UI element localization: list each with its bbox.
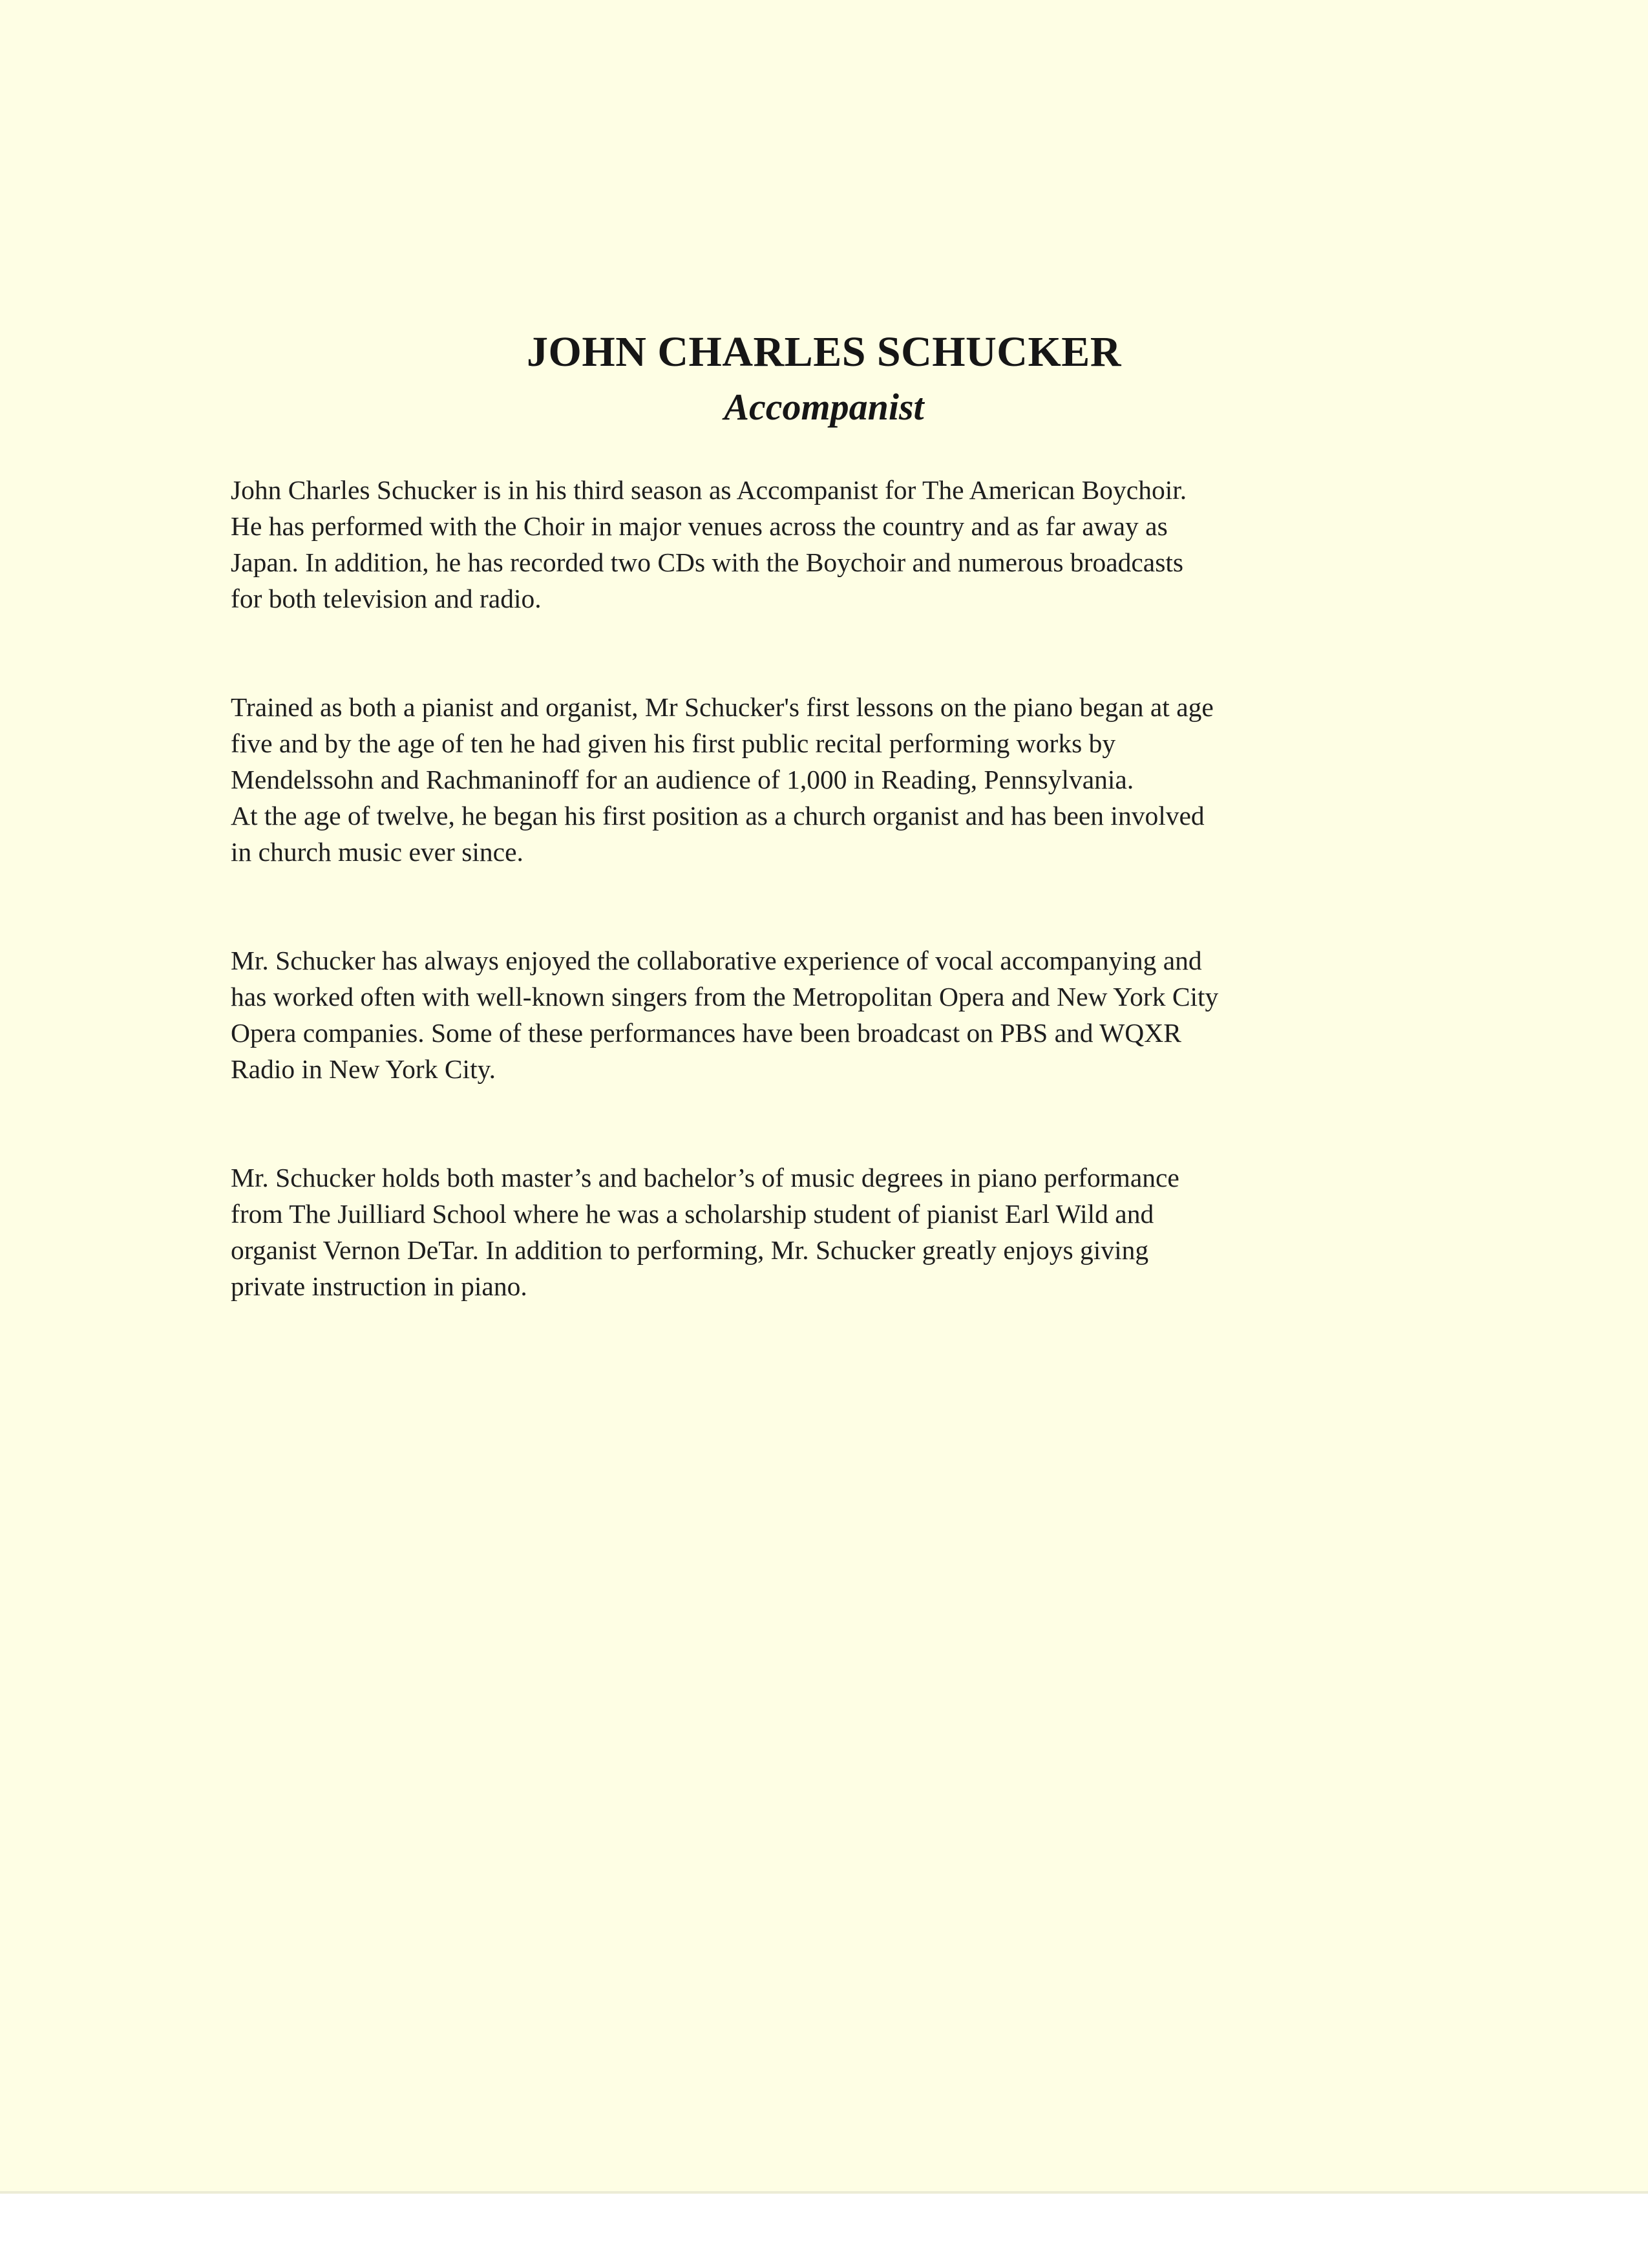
text-line: Mr. Schucker holds both master’s and bachelor’s of music degrees in piano performance <box>231 1163 1179 1192</box>
text-line: for both television and radio. <box>231 584 542 613</box>
text-line: in church music ever since. <box>231 837 523 867</box>
paragraph-training <box>231 689 1400 870</box>
text-line: Opera companies. Some of these performances have been broadcast on PBS and WQXR <box>231 1018 1181 1048</box>
page-subtitle: Accompanist <box>724 386 924 428</box>
text-line: John Charles Schucker is in his third season as Accompanist for The American Boychoir. <box>231 475 1187 505</box>
paragraph-season <box>231 472 1400 617</box>
text-line: At the age of twelve, he began his first position as a church organist and has been involved <box>231 801 1205 831</box>
text-line: from The Juilliard School where he was a scholarship student of pianist Earl Wild and <box>231 1199 1154 1229</box>
text-line: five and by the age of ten he had given his first public recital performing works by <box>231 728 1116 758</box>
paragraph-accompanying <box>231 942 1400 1087</box>
text-line: Radio in New York City. <box>231 1054 496 1084</box>
text-line: organist Vernon DeTar. In addition to performing, Mr. Schucker greatly enjoys giving <box>231 1235 1149 1265</box>
text-line: He has performed with the Choir in major venues across the country and as far away as <box>231 511 1168 541</box>
text-line: has worked often with well-known singers from the Metropolitan Opera and New York City <box>231 982 1219 1012</box>
paragraph-education <box>231 1160 1400 1304</box>
text-line: Trained as both a pianist and organist, Mr Schucker's first lessons on the piano began at age <box>231 692 1214 722</box>
text-line: Mr. Schucker has always enjoyed the collaborative experience of vocal accompanying and <box>231 946 1202 975</box>
page-bottom-edge <box>0 2191 1648 2194</box>
document-body <box>231 472 1400 1377</box>
text-line: Japan. In addition, he has recorded two CDs with the Boychoir and numerous broadcasts <box>231 547 1184 577</box>
page-title: JOHN CHARLES SCHUCKER <box>527 328 1121 376</box>
text-line: private instruction in piano. <box>231 1271 527 1301</box>
text-line: Mendelssohn and Rachmaninoff for an audience of 1,000 in Reading, Pennsylvania. <box>231 765 1134 794</box>
